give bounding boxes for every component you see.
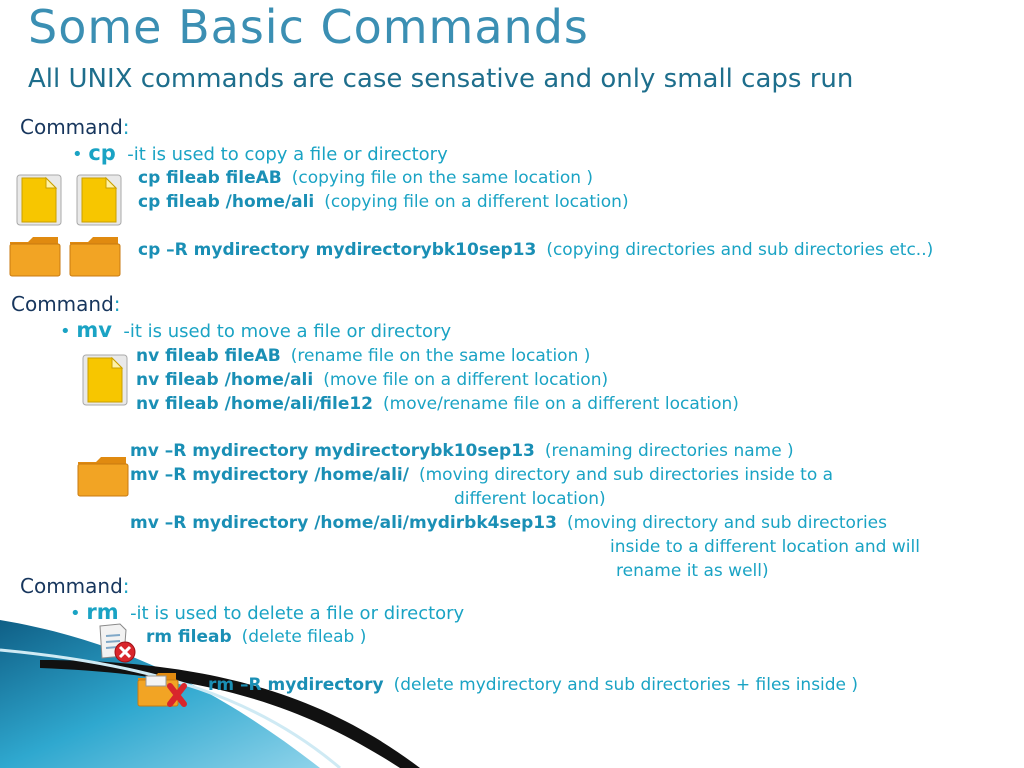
delete-file-icon [94,622,140,666]
command-bullet-cp [72,141,448,165]
command-description: -it is used to move a file or directory [123,321,452,342]
example-line: cp fileab /home/ali (copying file on a different location) [138,192,629,212]
command-keyword: cp [88,141,116,165]
command-bullet-mv [60,318,451,342]
example-line: rm fileab (delete fileab ) [146,627,367,647]
example-line: cp –R mydirectory mydirectorybk10sep13 (copying directories and sub directories etc..) [138,240,934,260]
command-keyword: mv [76,318,112,342]
example-line: nv fileab fileAB (rename file on the same location ) [136,346,591,366]
command-heading-cp: Command: [20,115,130,139]
example-line: nv fileab /home/ali (move file on a different location) [136,370,609,390]
file-icon [14,172,64,228]
bullet-mark: • [60,321,71,342]
command-heading-mv: Command: [11,292,121,316]
folder-icon [8,234,62,278]
slide-title: Some Basic Commands [28,0,589,54]
command-description: -it is used to delete a file or directory [130,603,465,624]
folder-icon [68,234,122,278]
example-note-continuation: different location) [454,489,606,509]
command-heading-rm: Command: [20,574,130,598]
delete-folder-icon [136,670,192,710]
command-keyword: rm [86,600,119,624]
folder-icon [76,454,130,498]
file-icon [74,172,124,228]
example-note-continuation: inside to a different location and will [610,537,920,557]
bullet-mark: • [72,144,83,165]
slide-subtitle: All UNIX commands are case sensative and only small caps run [28,64,854,94]
example-line: mv –R mydirectory /home/ali/mydirbk4sep13 (moving directory and sub directories [130,513,887,533]
bullet-mark: • [70,603,81,624]
example-line: nv fileab /home/ali/file12 (move/rename file on a different location) [136,394,739,414]
file-icon [80,352,130,408]
example-note-continuation: rename it as well) [616,561,769,581]
example-line: mv –R mydirectory mydirectorybk10sep13 (renaming directories name ) [130,441,794,461]
example-line: rm –R mydirectory (delete mydirectory and sub directories + files inside ) [208,675,859,695]
example-line: cp fileab fileAB (copying file on the same location ) [138,168,594,188]
command-bullet-rm [70,600,464,624]
command-description: -it is used to copy a file or directory [127,144,448,165]
example-line: mv –R mydirectory /home/ali/ (moving directory and sub directories inside to a [130,465,834,485]
